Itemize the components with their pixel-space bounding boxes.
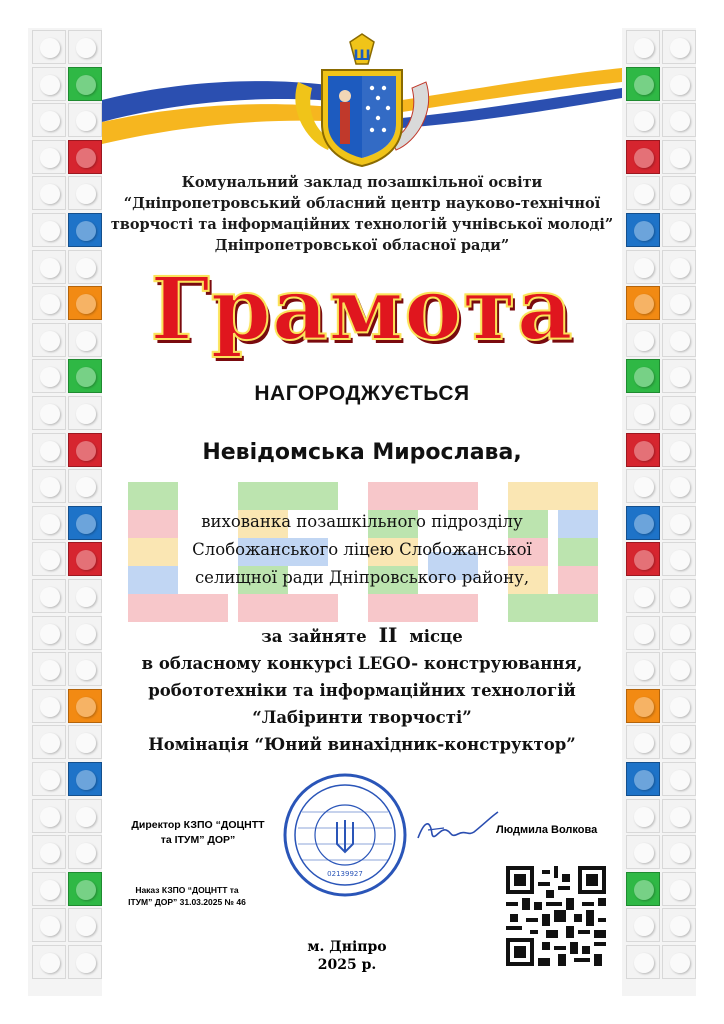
lego-brick [662, 616, 696, 650]
lego-brick [662, 689, 696, 723]
lego-brick [32, 908, 66, 942]
lego-brick [626, 30, 660, 64]
lego-brick [32, 396, 66, 430]
lego-brick [662, 359, 696, 393]
lego-brick [626, 799, 660, 833]
lego-brick [626, 689, 660, 723]
seal-code: 02139927 [327, 870, 363, 878]
lego-brick [626, 286, 660, 320]
award-line-3: робототехніки та інформаційних технологій [148, 681, 576, 700]
lego-brick [662, 323, 696, 357]
lego-brick [32, 286, 66, 320]
lego-brick [68, 213, 102, 247]
lego-brick [68, 286, 102, 320]
lego-brick [626, 433, 660, 467]
lego-brick [626, 579, 660, 613]
lego-brick [662, 945, 696, 979]
lego-brick [626, 213, 660, 247]
lego-brick [32, 103, 66, 137]
lego-brick [68, 67, 102, 101]
lego-brick [68, 250, 102, 284]
lego-brick [662, 542, 696, 576]
organization-line-3: творчості та інформаційних технологій учнівської молоді” [110, 216, 614, 233]
lego-brick [662, 67, 696, 101]
lego-brick [626, 652, 660, 686]
organization-line-2: “Дніпропетровський обласний центр науково-технічної [123, 195, 601, 212]
lego-brick [32, 579, 66, 613]
lego-brick [662, 908, 696, 942]
lego-brick [662, 469, 696, 503]
lego-brick [626, 140, 660, 174]
lego-brick [32, 469, 66, 503]
lego-brick [32, 689, 66, 723]
lego-brick [662, 250, 696, 284]
lego-brick [68, 689, 102, 723]
lego-brick [68, 323, 102, 357]
lego-brick [68, 616, 102, 650]
lego-brick [662, 286, 696, 320]
lego-brick [68, 652, 102, 686]
lego-brick [32, 67, 66, 101]
lego-brick [68, 725, 102, 759]
signer-name: Людмила Волкова [496, 824, 598, 836]
lego-brick [68, 359, 102, 393]
place-prefix: за зайняте [261, 627, 367, 646]
lego-brick [32, 652, 66, 686]
lego-brick [662, 140, 696, 174]
lego-brick [662, 652, 696, 686]
lego-brick [626, 103, 660, 137]
lego-brick [32, 506, 66, 540]
lego-brick [68, 103, 102, 137]
lego-brick [662, 799, 696, 833]
lego-brick [626, 616, 660, 650]
lego-brick [626, 396, 660, 430]
order-line-1: Наказ КЗПО “ДОЦНТТ та [135, 885, 239, 895]
lego-brick [662, 30, 696, 64]
award-line-2: в обласному конкурсі LEGO- конструювання, [141, 654, 583, 673]
lego-brick [626, 762, 660, 796]
lego-brick [32, 359, 66, 393]
trident-icon [337, 820, 353, 852]
lego-brick [68, 908, 102, 942]
award-details [102, 622, 622, 758]
lego-brick [68, 872, 102, 906]
director-title [118, 818, 278, 848]
city-and-year [292, 938, 402, 974]
lego-brick [662, 433, 696, 467]
year: 2025 р. [317, 957, 377, 973]
lego-brick [32, 140, 66, 174]
lego-brick [32, 872, 66, 906]
coat-of-arms-icon [288, 32, 436, 168]
lego-brick [68, 176, 102, 210]
lego-brick [32, 250, 66, 284]
order-reference [112, 884, 262, 908]
lego-brick [662, 835, 696, 869]
organization-line-4: Дніпропетровської обласної ради” [214, 237, 510, 254]
seal-icon [282, 772, 408, 898]
city: м. Дніпро [307, 939, 387, 955]
awarded-label: НАГОРОДЖУЄТЬСЯ [254, 382, 470, 405]
lego-brick [68, 396, 102, 430]
lego-brick [32, 762, 66, 796]
recipient-name: Невідомська Мирослава, [202, 440, 522, 465]
lego-brick [662, 103, 696, 137]
director-line-2: та ІТУМ” ДОР” [160, 834, 236, 846]
order-line-2: ІТУМ” ДОР” 31.03.2025 № 46 [128, 897, 246, 907]
lego-brick [68, 799, 102, 833]
lego-brick [626, 67, 660, 101]
certificate-title: Грамота [150, 259, 574, 360]
lego-brick [626, 872, 660, 906]
recipient-line-1: вихованка позашкільного підрозділу [201, 512, 523, 531]
lego-brick [68, 30, 102, 64]
lego-brick [662, 213, 696, 247]
lego-brick [626, 250, 660, 284]
lego-brick [68, 835, 102, 869]
organization-line-1: Комунальний заклад позашкільної освіти [181, 174, 543, 191]
lego-brick [626, 835, 660, 869]
qr-code-icon [506, 866, 606, 966]
lego-brick [68, 945, 102, 979]
lego-brick [68, 506, 102, 540]
lego-brick [662, 506, 696, 540]
award-line-4: “Лабіринти творчості” [252, 708, 472, 727]
lego-brick [626, 323, 660, 357]
lego-brick [32, 616, 66, 650]
lego-brick [626, 359, 660, 393]
place-roman: II [378, 623, 398, 647]
place-suffix: місце [409, 627, 463, 646]
lego-brick [662, 725, 696, 759]
lego-brick [626, 542, 660, 576]
lego-brick [68, 140, 102, 174]
lego-brick [32, 725, 66, 759]
director-line-1: Директор КЗПО “ДОЦНТТ [131, 819, 265, 831]
organization-name [102, 172, 622, 256]
recipient-line-3: селищної ради Дніпровського району, [194, 568, 530, 587]
lego-brick [32, 433, 66, 467]
lego-brick [662, 176, 696, 210]
lego-brick [662, 396, 696, 430]
lego-brick [32, 945, 66, 979]
svg-text:Ш: Ш [353, 48, 371, 64]
lego-brick [626, 469, 660, 503]
recipient-line-2: Слобожанського ліцею Слобожанської [192, 540, 532, 559]
lego-brick [68, 469, 102, 503]
lego-brick [32, 176, 66, 210]
lego-brick [32, 30, 66, 64]
lego-brick [626, 725, 660, 759]
lego-brick [626, 945, 660, 979]
award-line-5: Номінація “Юний винахідник-конструктор” [148, 735, 576, 754]
lego-brick [662, 872, 696, 906]
lego-brick [32, 799, 66, 833]
recipient-description [102, 508, 622, 592]
award-place-line [102, 622, 622, 650]
lego-brick [68, 542, 102, 576]
lego-brick [626, 176, 660, 210]
lego-brick [68, 433, 102, 467]
lego-brick [626, 908, 660, 942]
lego-brick [32, 323, 66, 357]
lego-brick [32, 213, 66, 247]
lego-brick [68, 579, 102, 613]
lego-brick [662, 762, 696, 796]
lego-brick [32, 542, 66, 576]
lego-brick [626, 506, 660, 540]
lego-brick [662, 579, 696, 613]
lego-brick [32, 835, 66, 869]
signature [414, 808, 500, 848]
lego-brick [68, 762, 102, 796]
